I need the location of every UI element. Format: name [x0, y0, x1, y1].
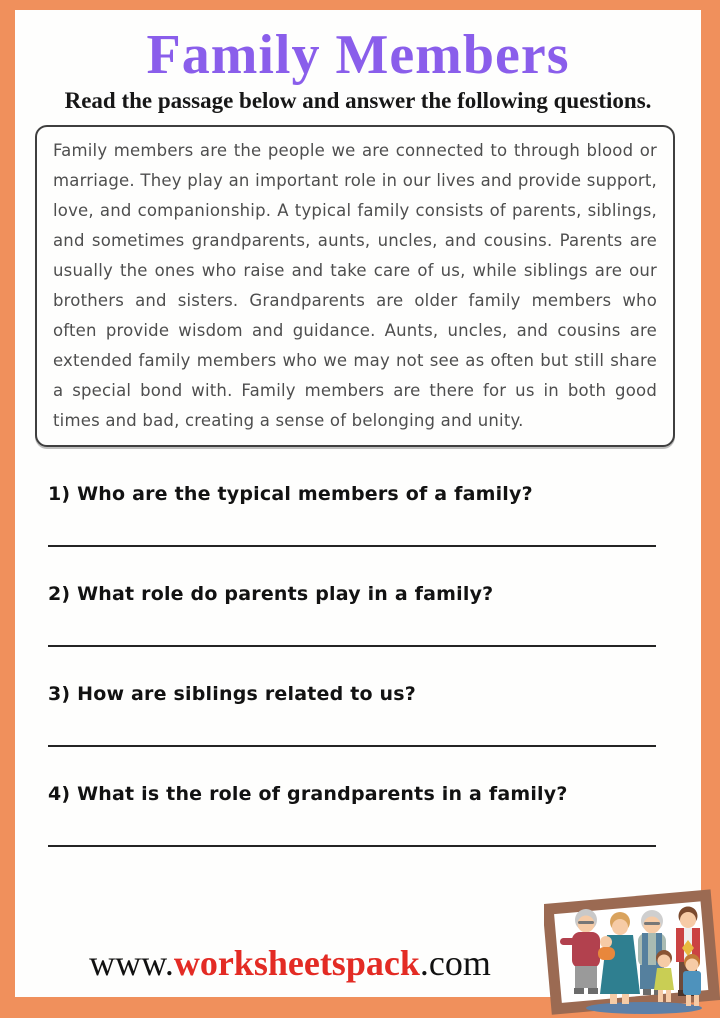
answer-line-4 — [48, 845, 656, 847]
passage-text: Family members are the people we are connected to through blood or marriage. They play an important role in our lives and provide support, love, and companionship. A typical family consists of parents, siblings, and sometimes grandparents, aunts, uncles, and cousins. Parents are usually the ones who raise and take care of us, while siblings are our brothers and sisters. Grandparents are older family members who often provide wisdom and guidance. Aunts, uncles, and cousins are extended family members who we may not see as often but still share a special bond with. Family members are there for us in both good times and bad, creating a sense of belonging and unity. — [53, 141, 657, 430]
family-photo-illustration — [544, 872, 720, 1018]
footer-url[interactable] — [70, 942, 510, 984]
answer-line-2 — [48, 645, 656, 647]
answer-line-1 — [48, 545, 656, 547]
question-1-label: 1) Who are the typical members of a family? — [48, 483, 533, 505]
footer-url-prefix: www. — [89, 943, 174, 983]
passage-box — [35, 125, 675, 447]
answer-line-3 — [48, 745, 656, 747]
family-photo-icon — [544, 872, 720, 1018]
footer-url-suffix: .com — [419, 943, 491, 983]
question-3-label: 3) How are siblings related to us? — [48, 683, 417, 705]
question-4-label: 4) What is the role of grandparents in a family? — [48, 783, 568, 805]
footer-url-brand: worksheetspack — [173, 943, 420, 983]
questions-section — [48, 483, 666, 847]
instructions-text: Read the passage below and answer the following questions. — [64, 88, 652, 113]
page-title: Family Members — [146, 24, 570, 86]
worksheet-sheet — [15, 10, 701, 997]
question-2-label: 2) What role do parents play in a family? — [48, 583, 494, 605]
